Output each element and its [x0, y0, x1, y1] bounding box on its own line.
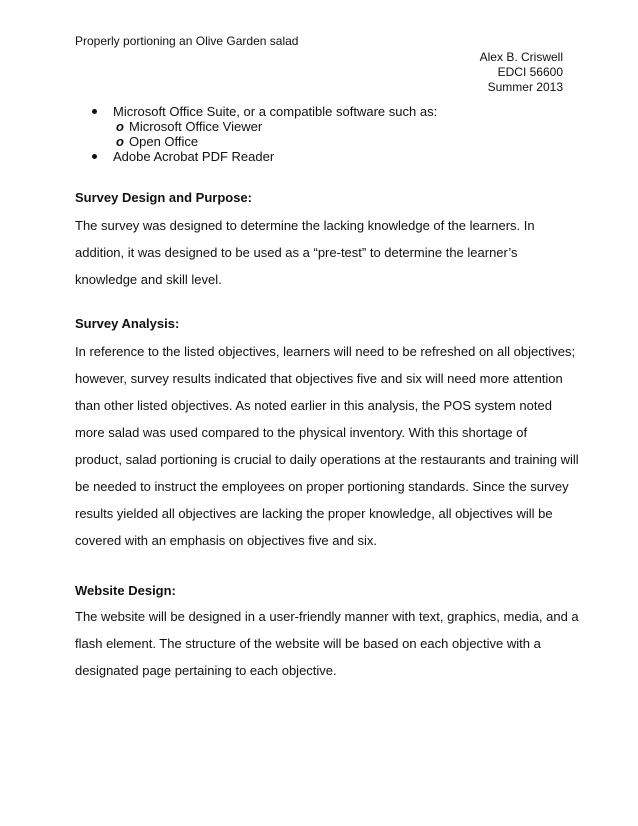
list-item-label: Adobe Acrobat PDF Reader: [113, 149, 275, 164]
circle-bullet-icon: o: [116, 119, 124, 134]
section-heading: Website Design:: [75, 583, 176, 598]
paragraph-line: The website will be designed in a user-friendly manner with text, graphics, media, and a: [75, 609, 579, 624]
author-block: [480, 50, 563, 95]
paragraph-line: In reference to the listed objectives, learners will need to be refreshed on all objectives;: [75, 344, 576, 359]
paragraph-line: knowledge and skill level.: [75, 272, 222, 287]
sub-list-item: [92, 119, 437, 134]
document-title-header: Properly portioning an Olive Garden salad: [75, 34, 299, 48]
bullet-icon: [92, 154, 97, 159]
author-name: Alex B. Criswell: [479, 50, 563, 64]
paragraph-line: addition, it was designed to be used as a “pre-test” to determine the learner’s: [75, 245, 518, 260]
paragraph-line: more salad was used compared to the physical inventory. With this shortage of: [75, 425, 528, 440]
sub-list-item-label: Microsoft Office Viewer: [129, 119, 263, 134]
sub-list-item-label: Open Office: [129, 134, 199, 149]
paragraph-line: designated page pertaining to each objective.: [75, 663, 337, 678]
term: Summer 2013: [487, 80, 563, 94]
paragraph-line: product, salad portioning is crucial to daily operations at the restaurants and training will: [75, 452, 579, 467]
software-requirements-list: [92, 104, 437, 164]
paragraph-line: than other listed objectives. As noted earlier in this analysis, the POS system noted: [75, 398, 552, 413]
paragraph-line: flash element. The structure of the website will be based on each objective with a: [75, 636, 541, 651]
section-heading: Survey Design and Purpose:: [75, 190, 252, 205]
paragraph-line: be needed to instruct the employees on proper portioning standards. Since the survey: [75, 479, 569, 494]
survey-design-section: [75, 190, 575, 299]
section-heading: Survey Analysis:: [75, 316, 180, 331]
circle-bullet-icon: o: [116, 134, 124, 149]
paragraph-line: however, survey results indicated that objectives five and six will need more attention: [75, 371, 563, 386]
website-design-section: [75, 583, 579, 690]
paragraph-line: covered with an emphasis on objectives five and six.: [75, 533, 378, 548]
survey-analysis-section: [75, 316, 579, 560]
paragraph-line: The survey was designed to determine the lacking knowledge of the learners. In: [75, 218, 535, 233]
list-item: [92, 104, 437, 119]
paragraph-line: results yielded all objectives are lacking the proper knowledge, all objectives will be: [75, 506, 553, 521]
list-item: [92, 149, 437, 164]
course-code: EDCI 56600: [497, 65, 563, 79]
bullet-icon: [92, 109, 97, 114]
list-item-label: Microsoft Office Suite, or a compatible software such as:: [113, 104, 438, 119]
sub-list-item: [92, 134, 437, 149]
